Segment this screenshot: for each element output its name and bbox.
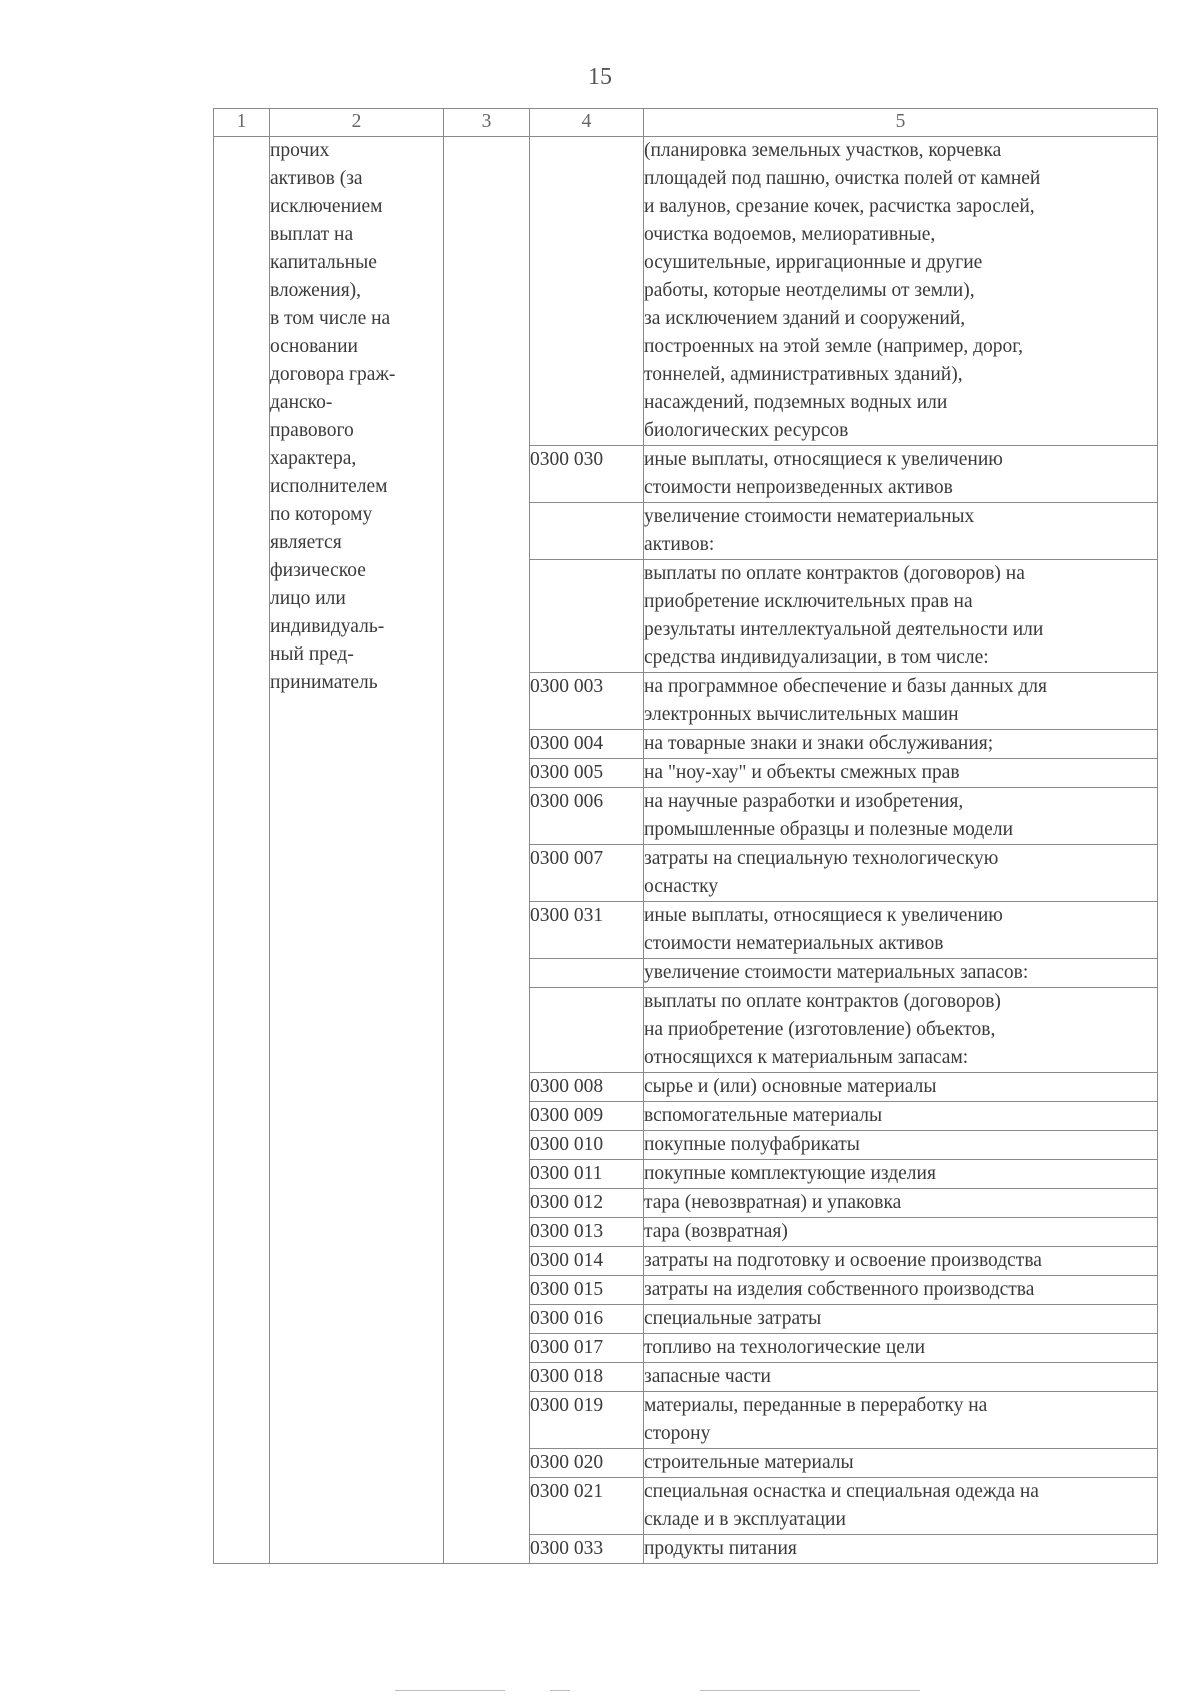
item-name-line: исполнителем: [270, 476, 388, 497]
item-name-line: основании: [270, 336, 358, 357]
description-cell: [644, 1218, 1158, 1247]
description-line: складе и в эксплуатации: [644, 1509, 846, 1530]
item-name-line: выплат на: [270, 224, 354, 245]
description-line: на приобретение (изготовление) объектов,: [644, 1019, 996, 1040]
description-cell: [644, 1276, 1158, 1305]
description-line: насаждений, подземных водных или: [644, 392, 948, 413]
description-line: площадей под пашню, очистка полей от камней: [644, 168, 1041, 189]
description-line: и валунов, срезание кочек, расчистка зарослей,: [644, 196, 1035, 217]
description-cell: [644, 1449, 1158, 1478]
code-cell: 0300 016: [530, 1305, 644, 1334]
description-cell: [644, 1189, 1158, 1218]
description-line: биологических ресурсов: [644, 420, 849, 441]
code-cell: [530, 137, 644, 446]
description-line: выплаты по оплате контрактов (договоров): [644, 991, 1001, 1012]
description-line: (планировка земельных участков, корчевка: [644, 140, 1002, 161]
description-line: на "ноу-хау" и объекты смежных прав: [644, 762, 960, 783]
description-cell: [644, 1334, 1158, 1363]
description-cell: [644, 759, 1158, 788]
description-cell: [644, 1102, 1158, 1131]
col-1-cell: [214, 137, 270, 1564]
description-line: стоимости непроизведенных активов: [644, 477, 953, 498]
description-line: за исключением зданий и сооружений,: [644, 308, 966, 329]
description-line: тара (невозвратная) и упаковка: [644, 1192, 902, 1213]
description-line: активов:: [644, 534, 715, 555]
header-col-4: 4: [530, 109, 644, 137]
code-cell: 0300 006: [530, 788, 644, 845]
code-cell: 0300 033: [530, 1535, 644, 1564]
classification-table: [213, 108, 1158, 1564]
code-cell: 0300 017: [530, 1334, 644, 1363]
description-cell: [644, 1363, 1158, 1392]
item-name-line: по которому: [270, 504, 373, 525]
description-line: покупные комплектующие изделия: [644, 1163, 936, 1184]
description-cell: [644, 1247, 1158, 1276]
description-line: строительные материалы: [644, 1452, 854, 1473]
description-line: электронных вычислительных машин: [644, 704, 959, 725]
description-line: затраты на изделия собственного производства: [644, 1279, 1035, 1300]
item-name-line: правового: [270, 420, 354, 441]
page-number: 15: [588, 64, 612, 90]
code-cell: [530, 560, 644, 673]
description-line: оснастку: [644, 876, 719, 897]
description-line: тоннелей, административных зданий),: [644, 364, 963, 385]
description-cell: [644, 959, 1158, 988]
item-name-line: прочих: [270, 140, 330, 161]
code-cell: [530, 959, 644, 988]
description-cell: [644, 1073, 1158, 1102]
header-col-5: 5: [644, 109, 1158, 137]
description-line: материалы, переданные в переработку на: [644, 1395, 988, 1416]
item-name-line: является: [270, 532, 342, 553]
description-line: работы, которые неотделимы от земли),: [644, 280, 975, 301]
description-cell: [644, 1160, 1158, 1189]
description-cell: [644, 1305, 1158, 1334]
description-line: вспомогательные материалы: [644, 1105, 883, 1126]
item-name-line: исключением: [270, 196, 383, 217]
description-line: затраты на специальную технологическую: [644, 848, 999, 869]
description-cell: [644, 560, 1158, 673]
description-line: выплаты по оплате контрактов (договоров) на: [644, 563, 1025, 584]
code-cell: 0300 015: [530, 1276, 644, 1305]
item-name-line: активов (за: [270, 168, 363, 189]
description-line: стоимости нематериальных активов: [644, 933, 944, 954]
description-line: очистка водоемов, мелиоративные,: [644, 224, 936, 245]
description-cell: [644, 446, 1158, 503]
code-cell: 0300 018: [530, 1363, 644, 1392]
description-cell: [644, 730, 1158, 759]
description-line: специальная оснастка и специальная одежда на: [644, 1481, 1039, 1502]
description-line: сторону: [644, 1423, 711, 1444]
code-cell: [530, 503, 644, 560]
footer-rule: [0, 1690, 1200, 1694]
table-row: [214, 137, 1158, 446]
description-cell: [644, 845, 1158, 902]
description-line: иные выплаты, относящиеся к увеличению: [644, 905, 1003, 926]
description-cell: [644, 1392, 1158, 1449]
header-col-1: 1: [214, 109, 270, 137]
code-cell: 0300 009: [530, 1102, 644, 1131]
code-cell: 0300 004: [530, 730, 644, 759]
item-name-line: индивидуаль-: [270, 616, 385, 637]
description-line: средства индивидуализации, в том числе:: [644, 647, 989, 668]
item-name-line: лицо или: [270, 588, 346, 609]
description-cell: [644, 1131, 1158, 1160]
description-line: увеличение стоимости материальных запасов:: [644, 962, 1029, 983]
col-3-cell: [444, 137, 530, 1564]
code-cell: 0300 003: [530, 673, 644, 730]
code-cell: [530, 988, 644, 1073]
description-line: относящихся к материальным запасам:: [644, 1047, 969, 1068]
code-cell: 0300 020: [530, 1449, 644, 1478]
description-cell: [644, 1535, 1158, 1564]
description-line: запасные части: [644, 1366, 771, 1387]
description-line: на научные разработки и изобретения,: [644, 791, 964, 812]
item-name-line: характера,: [270, 448, 357, 469]
code-cell: 0300 014: [530, 1247, 644, 1276]
item-name-line: ный пред-: [270, 644, 354, 665]
description-cell: [644, 673, 1158, 730]
description-line: на программное обеспечение и базы данных для: [644, 676, 1047, 697]
code-cell: 0300 013: [530, 1218, 644, 1247]
item-name-cell: [270, 137, 444, 1564]
header-col-3: 3: [444, 109, 530, 137]
description-line: промышленные образцы и полезные модели: [644, 819, 1014, 840]
code-cell: 0300 031: [530, 902, 644, 959]
code-cell: 0300 005: [530, 759, 644, 788]
code-cell: 0300 021: [530, 1478, 644, 1535]
description-cell: [644, 137, 1158, 446]
description-line: сырье и (или) основные материалы: [644, 1076, 937, 1097]
item-name-line: в том числе на: [270, 308, 391, 329]
code-cell: 0300 008: [530, 1073, 644, 1102]
description-line: увеличение стоимости нематериальных: [644, 506, 975, 527]
item-name-line: приниматель: [270, 672, 378, 693]
description-cell: [644, 788, 1158, 845]
description-line: иные выплаты, относящиеся к увеличению: [644, 449, 1003, 470]
description-line: осушительные, ирригационные и другие: [644, 252, 983, 273]
description-line: результаты интеллектуальной деятельности или: [644, 619, 1044, 640]
description-line: на товарные знаки и знаки обслуживания;: [644, 733, 994, 754]
description-cell: [644, 1478, 1158, 1535]
description-cell: [644, 902, 1158, 959]
description-line: затраты на подготовку и освоение производства: [644, 1250, 1042, 1271]
description-line: покупные полуфабрикаты: [644, 1134, 860, 1155]
description-line: продукты питания: [644, 1538, 797, 1559]
item-name-line: вложения),: [270, 280, 362, 301]
description-line: тара (возвратная): [644, 1221, 788, 1242]
description-line: топливо на технологические цели: [644, 1337, 926, 1358]
description-cell: [644, 503, 1158, 560]
item-name-line: физическое: [270, 560, 366, 581]
description-line: приобретение исключительных прав на: [644, 591, 973, 612]
description-cell: [644, 988, 1158, 1073]
item-name-line: капитальные: [270, 252, 377, 273]
code-cell: 0300 011: [530, 1160, 644, 1189]
item-name-line: договора граж-: [270, 364, 396, 385]
code-cell: 0300 012: [530, 1189, 644, 1218]
code-cell: 0300 007: [530, 845, 644, 902]
code-cell: 0300 019: [530, 1392, 644, 1449]
description-line: специальные затраты: [644, 1308, 822, 1329]
table-body: [214, 137, 1158, 1564]
description-line: построенных на этой земле (например, дорог,: [644, 336, 1023, 357]
header-row: [214, 109, 1158, 137]
code-cell: 0300 030: [530, 446, 644, 503]
item-name-line: данско-: [270, 392, 333, 413]
header-col-2: 2: [270, 109, 444, 137]
code-cell: 0300 010: [530, 1131, 644, 1160]
